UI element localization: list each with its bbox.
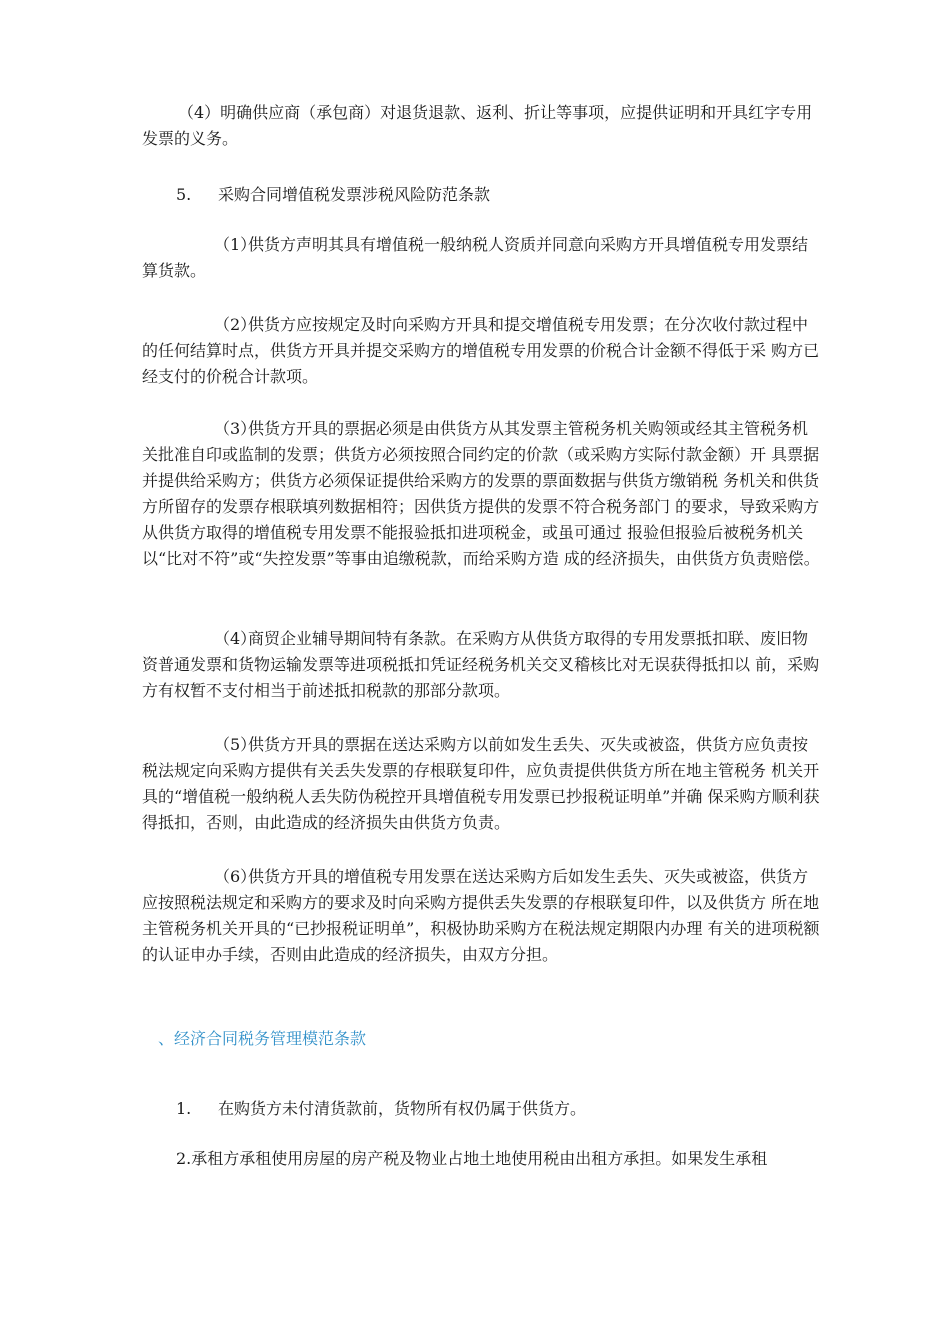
clause-1 xyxy=(176,1096,586,1122)
clause-2 xyxy=(176,1146,826,1172)
paragraph-text: 供货方声明其具有增值税一般纳税人资质并同意向采购方开具增值税专用发票结 算货款。 xyxy=(142,235,809,280)
clause-text: 在购货方未付清货款前，货物所有权仍属于供货方。 xyxy=(218,1099,587,1118)
item-number: （1） xyxy=(214,235,257,254)
paragraph-text: 供货方开具的增值税专用发票在送达采购方后如发生丢失、灭失或被盗，供货方 应按照税法规定和采购方的要求及时向采购方提供丢失发票的存根联复印件，以及供货方 所在地主管税务机关开具的“已抄报税证明单”，积极协助采购方在税法规定期限内办理 有关的进项税额的认证申办手续，否则由此造成的经济损失，由双方分担。 xyxy=(142,867,820,964)
item-number: （3） xyxy=(214,419,257,438)
paragraph-item-3 xyxy=(142,416,822,572)
paragraph-text: （4）明确供应商（承包商）对退货退款、返利、折让等事项，应提供证明和开具红字专用发票的义务。 xyxy=(142,103,813,148)
heading-text: 采购合同增值税发票涉税风险防范条款 xyxy=(218,185,491,204)
item-number: （4） xyxy=(214,629,257,648)
clause-number: 1. xyxy=(176,1099,192,1118)
paragraph-item-2 xyxy=(142,312,822,390)
paragraph-item-6 xyxy=(142,864,822,968)
paragraph-text: 供货方开具的票据在送达采购方以前如发生丢失、灭失或被盗，供货方应负责按 税法规定向采购方提供有关丢失发票的存根联复印件，应负责提供供货方所在地主管税务 机关开具的“增值税一般纳税人丢失防伪税控开具增值税专用发票已抄报税证明单”并确 保采购方顺利获得抵扣，否则，由此造成的经济损失由供货方负责。 xyxy=(142,735,820,832)
clause-text: 2.承租方承租使用房屋的房产税及物业占地土地使用税由出租方承担。如果发生承租 xyxy=(176,1149,768,1168)
paragraph-text: 供货方应按规定及时向采购方开具和提交增值税专用发票；在分次收付款过程中 的任何结算时点，供货方开具并提交采购方的增值税专用发票的价税合计金额不得低于采 购方已经支付的价税合计款项。 xyxy=(142,315,820,386)
paragraph-item-1 xyxy=(142,232,822,284)
section-heading xyxy=(158,1026,366,1052)
section-heading-text: 、经济合同税务管理模范条款 xyxy=(158,1029,367,1048)
paragraph-item-4 xyxy=(142,626,822,704)
paragraph-text: 商贸企业辅导期间特有条款。在采购方从供货方取得的专用发票抵扣联、废旧物 资普通发票和货物运输发票等进项税抵扣凭证经税务机关交叉稽核比对无误获得抵扣以 前，采购方有权暂不支付相当于前述抵扣税款的那部分款项。 xyxy=(142,629,820,700)
item-number: （5） xyxy=(214,735,257,754)
heading-number: 5. xyxy=(176,185,192,204)
paragraph-text: 供货方开具的票据必须是由供货方从其发票主管税务机关购领或经其主管税务机 关批准自印或监制的发票；供货方必须按照合同约定的价款（或采购方实际付款金额）开 具票据并提供给采购方；供货方必须保证提供给采购方的发票的票面数据与供货方缴销税 务机关和供货方所留存的发票存根联填列数据相符；因供货方提供的发票不符合税务部门 的要求，导致采购方从供货方取得的增值税专用发票不能报验抵扣进项税金，或虽可通过 报验但报验后被税务机关以“比对不符”或“失控发票”等事由追缴税款，而给采购方造 成的经济损失，由供货方负责赔偿。 xyxy=(142,419,820,568)
item-number: （2） xyxy=(214,315,257,334)
paragraph-item-5 xyxy=(142,732,822,836)
paragraph-clause-4-prev xyxy=(142,100,822,152)
heading-clause-5 xyxy=(176,182,490,208)
item-number: （6） xyxy=(214,867,257,886)
